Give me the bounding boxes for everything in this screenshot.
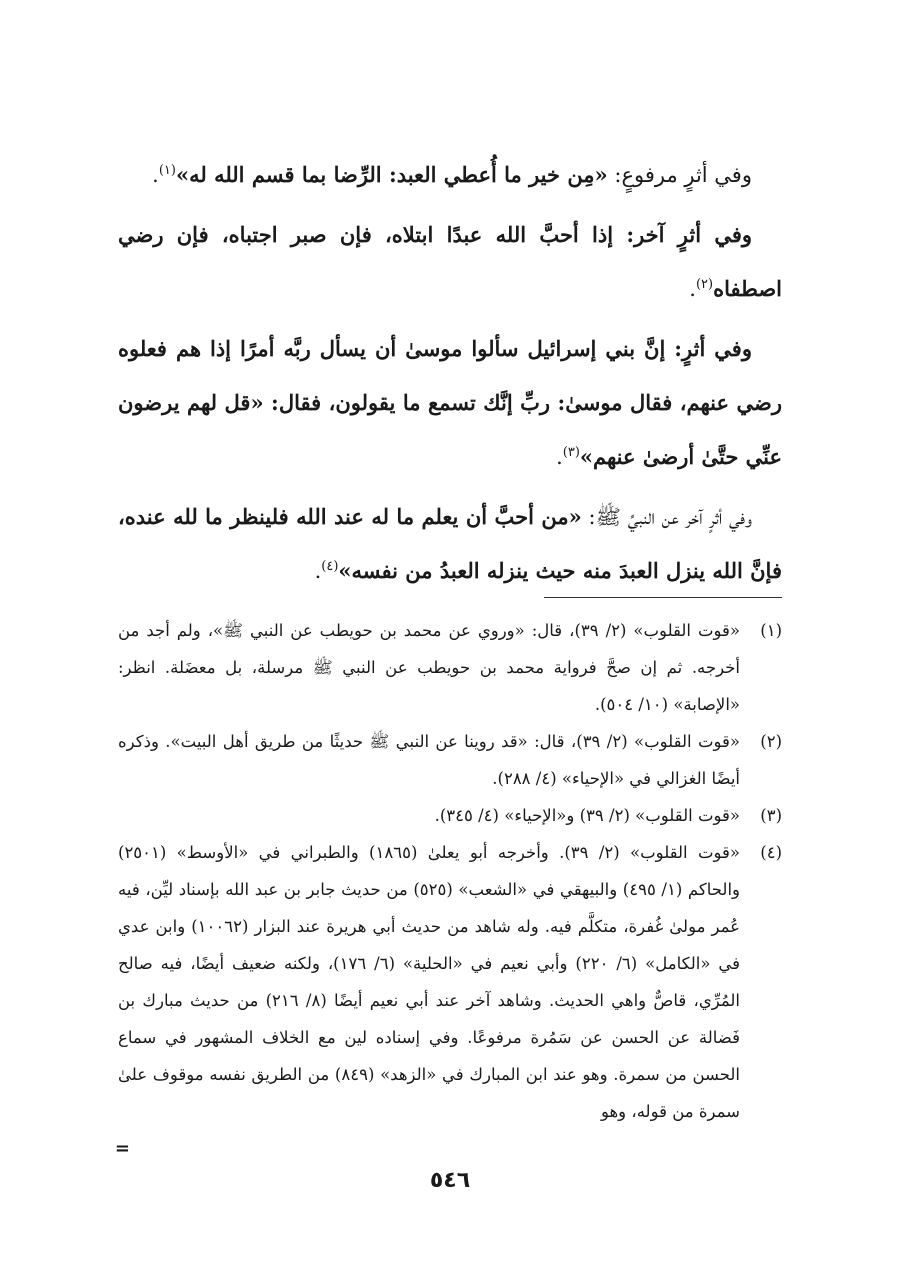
paragraph-bani-israil bbox=[118, 322, 782, 484]
paragraph-tail: . bbox=[314, 559, 322, 583]
paragraph-tail: . bbox=[556, 445, 563, 469]
main-text bbox=[118, 148, 782, 604]
footnote-ref-2: (٢) bbox=[695, 277, 714, 292]
footnote-number: (٢) bbox=[760, 732, 782, 751]
paragraph-lead: وفي أثرٍ آخر: إذا أحبَّ الله عبدًا ابتلاه، فإن صبر اجتباه، فإن رضي اصطفاه bbox=[118, 222, 782, 301]
footnote-text: «قوت القلوب» (٢/ ٣٩)، قال: «قد روينا عن النبي ﷺ حديثًا من طريق أهل البيت». وذكره أيضًا الغزالي في «الإحياء» (٤/ ٢٨٨). bbox=[118, 732, 740, 788]
paragraph-tail: . bbox=[152, 163, 159, 187]
paragraph-lead: وفي أثرٍ مرفوعٍ: bbox=[607, 163, 752, 187]
footnote-1 bbox=[118, 612, 782, 723]
footnote-ref-4: (٤) bbox=[321, 559, 339, 574]
paragraph-lead: وفي أثرٍ: إنَّ بني إسرائيل سألوا موسىٰ أن يسأل ربَّه أمرًا إذا هم فعلوه رضي عنهم، فقال موسىٰ: ربِّ إنَّك تسمع ما يقولون، فقال: «قل لهم يرضون عنِّي حتَّىٰ أرضىٰ عنهم» bbox=[118, 336, 782, 469]
paragraph-ibtilaa bbox=[118, 208, 782, 316]
paragraph-nabi-athar bbox=[118, 490, 782, 598]
quoted-saying: «من أحبَّ أن يعلم ما له عند الله فلينظر ما لله عنده، فإنَّ الله ينزل العبدَ منه حيث ينزله العبدُ من نفسه» bbox=[118, 504, 782, 583]
footnote-4 bbox=[118, 834, 782, 1130]
footnote-separator bbox=[544, 597, 782, 598]
footnote-3 bbox=[118, 797, 782, 834]
footnote-number: (١) bbox=[760, 621, 782, 640]
continuation-mark: = bbox=[114, 1138, 130, 1159]
footnotes bbox=[118, 612, 782, 1130]
paragraph-lead: وفي أثرٍ آخر عن النبيِّ ﷺ: bbox=[581, 505, 753, 529]
footnote-text: «قوت القلوب» (٢/ ٣٩)، قال: «وروي عن محمد بن حويطب عن النبي ﷺ»، ولم أجد من أخرجه. ثم إن صحَّ فرواية محمد بن حويطب عن النبي ﷺ مرسلة، بل معضَلة. انظر: «الإصابة» (١٠/ ٥٠٤). bbox=[118, 621, 741, 714]
footnote-number: (٣) bbox=[760, 806, 782, 825]
footnote-ref-3: (٣) bbox=[562, 445, 580, 460]
paragraph-raf-athar bbox=[118, 148, 782, 202]
footnote-number: (٤) bbox=[760, 843, 782, 862]
footnote-text: «قوت القلوب» (٢/ ٣٩). وأخرجه أبو يعلىٰ (١٨٦٥) والطبراني في «الأوسط» (٢٥٠١) والحاكم (١/ ٤٩٥) والبيهقي في «الشعب» (٥٢٥) من حديث جابر بن عبد الله بإسناد ليِّن، فيه عُمر مولىٰ غُفرة، متكلَّم فيه. وله شاهد من حديث أبي هريرة عند البزار (١٠٠٦٢) وابن عدي في «الكامل» (٦/ ٢٢٠) وأبي نعيم في «الحلية» (٦/ ١٧٦)، ولكنه ضعيف أيضًا، فيه صالح المُرِّي، قاصٌّ واهي الحديث. وشاهد آخر عند أبي نعيم أيضًا (٨/ ٢١٦) من حديث مبارك بن فَضالة عن الحسن عن سَمُرة مرفوعًا. وفي إسناده لين مع الخلاف المشهور في سماع الحسن من سمرة. وهو عند ابن المبارك في «الزهد» (٨٤٩) من الطريق نفسه موقوف علىٰ سمرة من قوله، وهو bbox=[118, 843, 740, 1121]
footnote-ref-1: (١) bbox=[158, 163, 176, 178]
footnote-2 bbox=[118, 723, 782, 797]
quoted-saying: «مِن خير ما أُعطي العبد: الرِّضا بما قسم الله له» bbox=[175, 162, 608, 187]
page-number: ٥٤٦ bbox=[429, 1168, 471, 1193]
paragraph-tail: . bbox=[689, 277, 696, 301]
footnote-text: «قوت القلوب» (٢/ ٣٩) و«الإحياء» (٤/ ٣٤٥). bbox=[434, 806, 740, 825]
